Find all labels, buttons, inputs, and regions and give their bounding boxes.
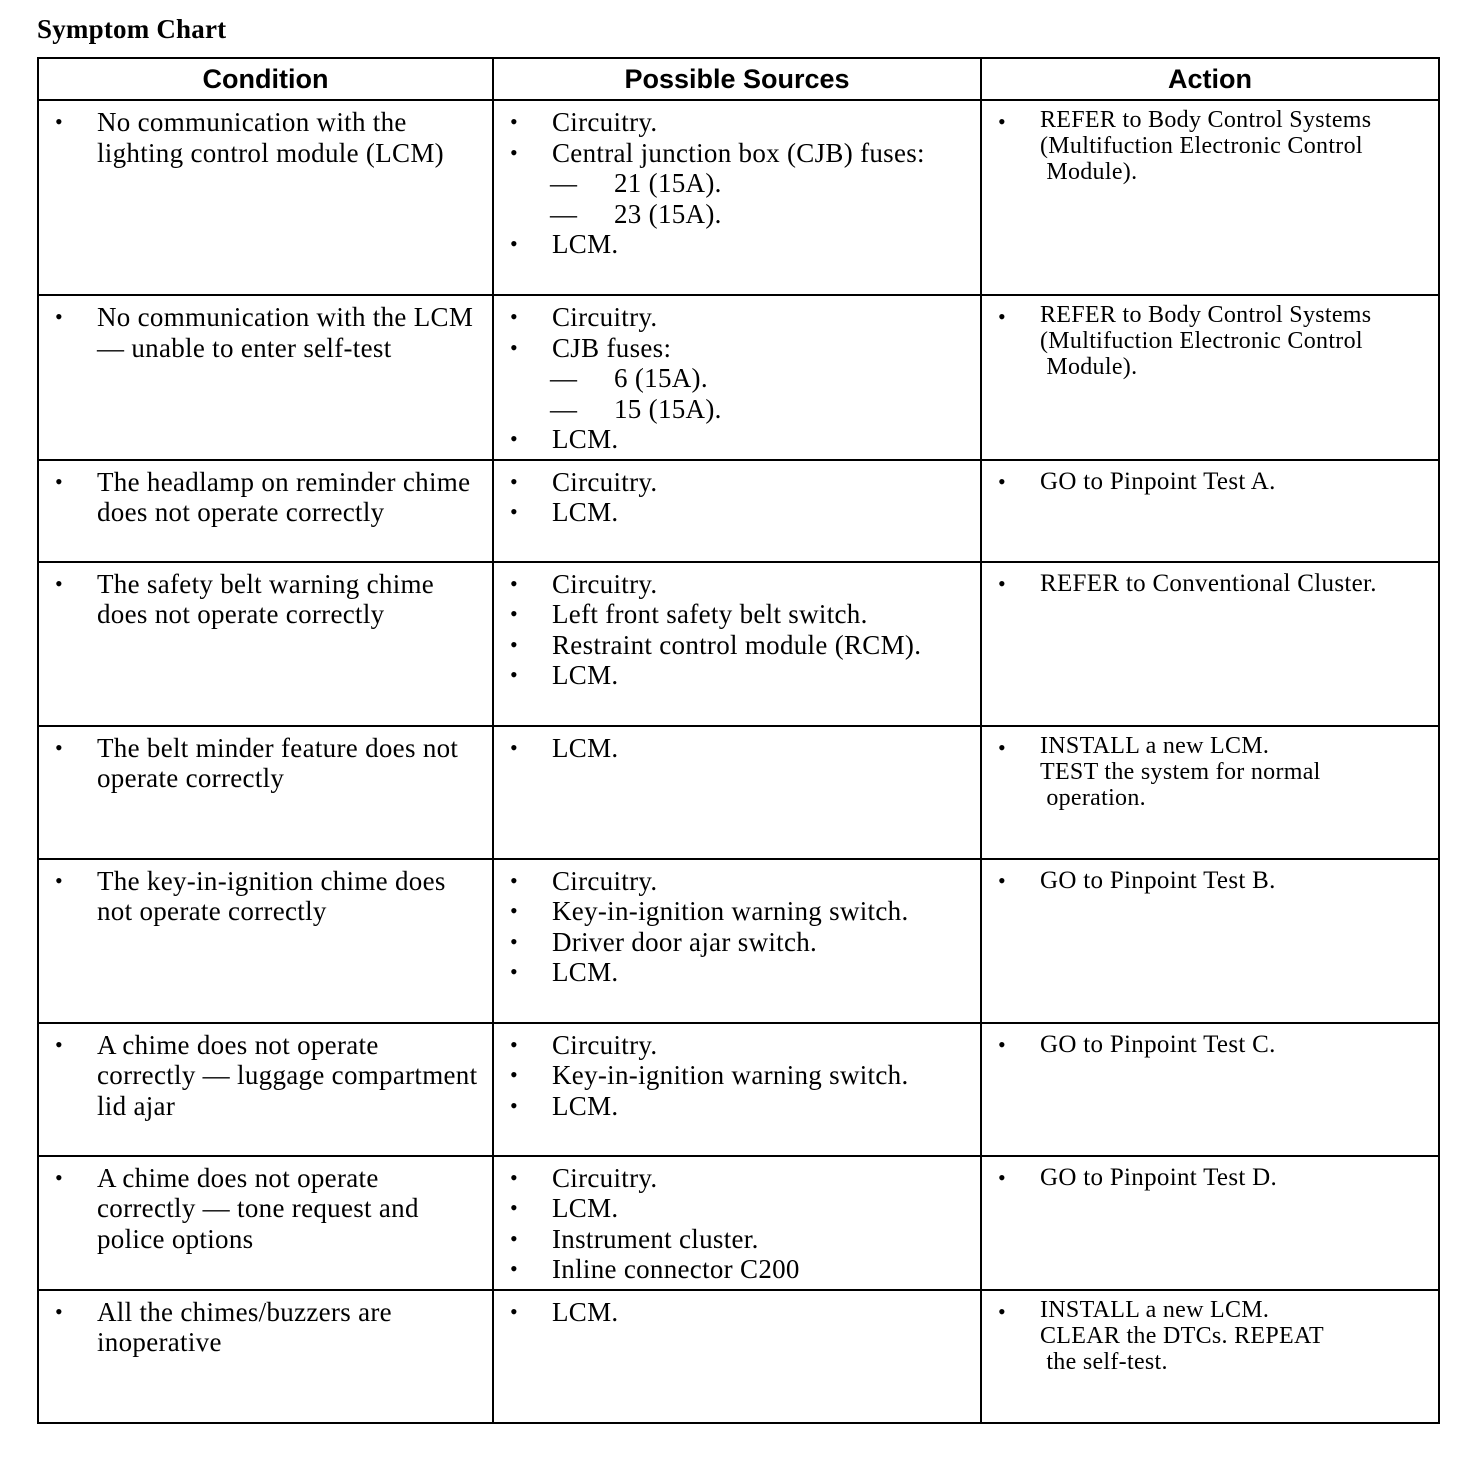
condition-item (53, 1030, 482, 1122)
condition-cell (38, 1156, 493, 1290)
source-text: Inline connector C200 (552, 1254, 800, 1284)
source-item (508, 229, 970, 260)
source-subitem-text: 23 (15A). (614, 198, 722, 229)
bullet-icon: • (998, 570, 1007, 596)
action-cell (981, 100, 1439, 295)
dash-icon: — (550, 168, 578, 198)
condition-item (53, 866, 482, 927)
condition-text: A chime does not operate correctly — luggage compartment lid ajar (97, 1029, 478, 1121)
action-text: GO to Pinpoint Test D. (1040, 1163, 1278, 1191)
source-text: LCM. (552, 957, 619, 987)
action-item (996, 302, 1428, 380)
column-header-action: Action (981, 58, 1439, 100)
source-subitem-text: 6 (15A). (614, 363, 708, 393)
source-text: LCM. (552, 1090, 619, 1121)
source-text: Circuitry. (552, 107, 658, 137)
source-text: LCM. (552, 229, 619, 259)
bullet-icon: • (510, 662, 519, 687)
condition-text: The headlamp on reminder chime does not operate correctly (97, 466, 471, 527)
source-subitem (508, 199, 970, 230)
bullet-icon: • (510, 109, 519, 134)
condition-cell (38, 726, 493, 859)
action-text: REFER to Body Control Systems (Multifuction Electronic Control Module). (1040, 302, 1372, 380)
action-text: INSTALL a new LCM. CLEAR the DTCs. REPEAT the self-test. (1040, 1296, 1324, 1375)
sources-cell (493, 100, 981, 295)
source-item (508, 302, 970, 333)
bullet-icon: • (510, 231, 519, 256)
condition-text: No communication with the LCM — unable to enter self-test (97, 302, 474, 363)
bullet-icon: • (55, 734, 64, 760)
action-text: REFER to Body Control Systems (Multifuction Electronic Control Module). (1040, 107, 1372, 185)
source-item (508, 599, 970, 630)
symptom-chart-table (37, 57, 1440, 1424)
action-cell (981, 726, 1439, 859)
bullet-icon: • (510, 1062, 519, 1087)
action-cell (981, 460, 1439, 562)
source-item (508, 630, 970, 661)
table-body (38, 100, 1439, 1423)
source-item (508, 1030, 970, 1061)
table-row (38, 1156, 1439, 1290)
bullet-icon: • (55, 1164, 64, 1190)
action-text: GO to Pinpoint Test A. (1040, 467, 1276, 495)
bullet-icon: • (510, 601, 519, 626)
source-subitem (508, 168, 970, 199)
action-item (996, 467, 1428, 498)
column-header-condition: Condition (38, 58, 493, 100)
source-text: Left front safety belt switch. (552, 599, 868, 629)
source-item (508, 569, 970, 600)
action-text: INSTALL a new LCM. TEST the system for normal operation. (1040, 732, 1321, 811)
action-cell (981, 1156, 1439, 1290)
source-text: Circuitry. (552, 865, 658, 896)
condition-text: No communication with the lighting control module (LCM) (97, 107, 444, 168)
condition-cell (38, 1290, 493, 1423)
condition-cell (38, 460, 493, 562)
source-text: Key-in-ignition warning switch. (552, 1060, 909, 1090)
source-subitem-text: 21 (15A). (614, 168, 722, 198)
bullet-icon: • (510, 570, 519, 596)
source-text: Central junction box (CJB) fuses: (552, 137, 925, 168)
bullet-icon: • (510, 1092, 519, 1118)
action-cell (981, 295, 1439, 460)
condition-cell (38, 100, 493, 295)
bullet-icon: • (510, 334, 519, 360)
bullet-icon: • (998, 867, 1007, 893)
sources-cell (493, 1156, 981, 1290)
dash-icon: — (550, 393, 578, 424)
bullet-icon: • (998, 1298, 1007, 1324)
bullet-icon: • (510, 1164, 519, 1190)
source-item (508, 957, 970, 988)
condition-cell (38, 859, 493, 1023)
condition-cell (38, 295, 493, 460)
bullet-icon: • (510, 734, 519, 760)
condition-item (53, 1163, 482, 1255)
bullet-icon: • (510, 959, 519, 984)
bullet-icon: • (510, 928, 519, 954)
action-item (996, 733, 1428, 811)
table-row (38, 1290, 1439, 1423)
bullet-icon: • (510, 499, 519, 524)
source-text: Restraint control module (RCM). (552, 629, 922, 660)
bullet-icon: • (998, 1164, 1007, 1190)
source-item (508, 1163, 970, 1194)
condition-text: The key-in-ignition chime does not operate correctly (97, 865, 446, 926)
source-text: LCM. (552, 660, 619, 690)
source-item (508, 333, 970, 364)
bullet-icon: • (510, 867, 519, 893)
table-row (38, 295, 1439, 460)
bullet-icon: • (998, 468, 1007, 494)
bullet-icon: • (510, 1195, 519, 1220)
source-text: Circuitry. (552, 466, 658, 497)
action-text: GO to Pinpoint Test B. (1040, 866, 1276, 894)
source-item (508, 1060, 970, 1091)
table-row (38, 726, 1439, 859)
source-item (508, 138, 970, 169)
table-row (38, 100, 1439, 295)
source-subitem-text: 15 (15A). (614, 393, 722, 424)
sources-cell (493, 1023, 981, 1156)
source-text: Key-in-ignition warning switch. (552, 896, 909, 926)
source-item (508, 1193, 970, 1224)
condition-item (53, 107, 482, 168)
source-item (508, 1224, 970, 1255)
bullet-icon: • (55, 109, 64, 134)
condition-item (53, 569, 482, 630)
bullet-icon: • (510, 898, 519, 923)
bullet-icon: • (510, 468, 519, 494)
bullet-icon: • (998, 1031, 1007, 1057)
source-item (508, 467, 970, 498)
action-item (996, 107, 1428, 185)
source-text: Driver door ajar switch. (552, 926, 818, 957)
source-text: LCM. (552, 497, 619, 527)
condition-text: All the chimes/buzzers are inoperative (97, 1296, 392, 1357)
action-text: REFER to Conventional Cluster. (1040, 569, 1377, 597)
action-text: GO to Pinpoint Test C. (1040, 1030, 1276, 1058)
page-title: Symptom Chart (37, 14, 227, 44)
condition-text: A chime does not operate correctly — tone request and police options (97, 1162, 419, 1254)
action-item (996, 866, 1428, 897)
condition-cell (38, 1023, 493, 1156)
bullet-icon: • (55, 570, 64, 596)
sources-cell (493, 562, 981, 726)
bullet-icon: • (510, 426, 519, 451)
source-item (508, 107, 970, 138)
source-item (508, 660, 970, 691)
source-text: LCM. (552, 1193, 619, 1223)
bullet-icon: • (55, 304, 64, 329)
source-text: Circuitry. (552, 302, 658, 332)
source-text: Circuitry. (552, 568, 658, 599)
table-row (38, 562, 1439, 726)
source-item (508, 866, 970, 897)
sources-cell (493, 726, 981, 859)
sources-cell (493, 460, 981, 562)
action-item (996, 1030, 1428, 1061)
source-item (508, 1254, 970, 1285)
source-text: LCM. (552, 732, 619, 763)
source-text: CJB fuses: (552, 332, 672, 363)
bullet-icon: • (510, 1225, 519, 1251)
table-row (38, 1023, 1439, 1156)
sources-cell (493, 1290, 981, 1423)
condition-item (53, 733, 482, 794)
source-item (508, 1297, 970, 1328)
source-text: Circuitry. (552, 1162, 658, 1193)
condition-item (53, 467, 482, 528)
column-header-sources: Possible Sources (493, 58, 981, 100)
table-row (38, 460, 1439, 562)
action-cell (981, 1023, 1439, 1156)
table-header-row (38, 58, 1439, 100)
condition-text: The belt minder feature does not operate correctly (97, 732, 459, 793)
condition-cell (38, 562, 493, 726)
bullet-icon: • (510, 1298, 519, 1324)
action-cell (981, 859, 1439, 1023)
sources-cell (493, 295, 981, 460)
condition-text: The safety belt warning chime does not operate correctly (97, 568, 435, 629)
source-item (508, 1091, 970, 1122)
bullet-icon: • (998, 734, 1007, 760)
dash-icon: — (550, 198, 578, 229)
source-item (508, 896, 970, 927)
table-row (38, 859, 1439, 1023)
condition-item (53, 1297, 482, 1358)
dash-icon: — (550, 363, 578, 393)
condition-item (53, 302, 482, 363)
bullet-icon: • (55, 867, 64, 893)
bullet-icon: • (510, 1031, 519, 1057)
source-subitem (508, 363, 970, 394)
bullet-icon: • (998, 304, 1007, 329)
source-text: LCM. (552, 424, 619, 454)
source-subitem (508, 394, 970, 425)
action-item (996, 1163, 1428, 1194)
bullet-icon: • (998, 109, 1007, 134)
source-item (508, 733, 970, 764)
bullet-icon: • (510, 304, 519, 329)
action-item (996, 1297, 1428, 1375)
bullet-icon: • (510, 139, 519, 165)
source-item (508, 927, 970, 958)
action-item (996, 569, 1428, 600)
source-text: Circuitry. (552, 1029, 658, 1060)
bullet-icon: • (510, 631, 519, 657)
source-text: Instrument cluster. (552, 1223, 759, 1254)
bullet-icon: • (55, 468, 64, 494)
bullet-icon: • (55, 1298, 64, 1324)
source-item (508, 497, 970, 528)
bullet-icon: • (55, 1031, 64, 1057)
action-cell (981, 562, 1439, 726)
action-cell (981, 1290, 1439, 1423)
sources-cell (493, 859, 981, 1023)
bullet-icon: • (510, 1256, 519, 1281)
source-item (508, 424, 970, 455)
source-text: LCM. (552, 1296, 619, 1327)
